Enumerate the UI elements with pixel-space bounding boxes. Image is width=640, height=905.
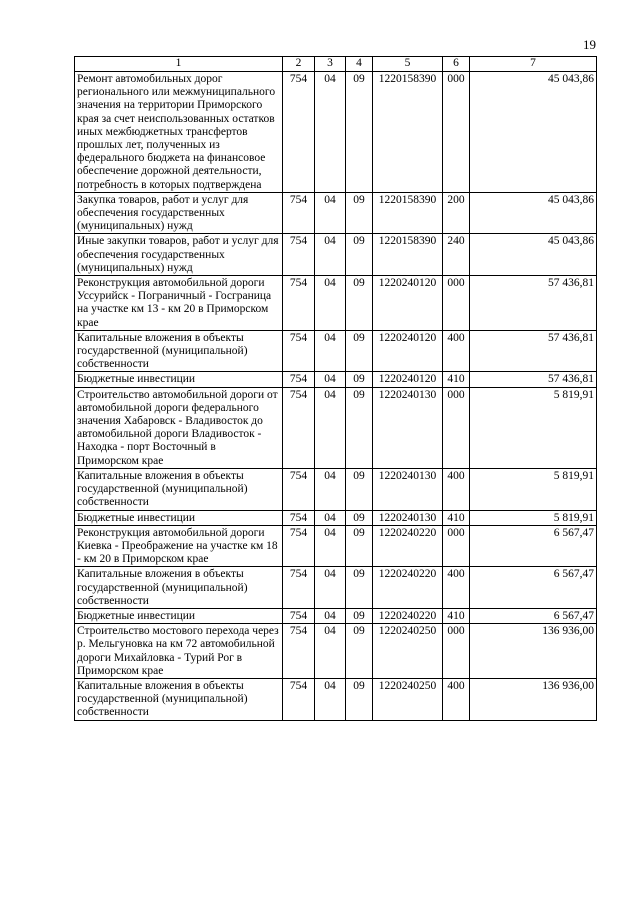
row-subsection-cell: 09 <box>346 387 373 468</box>
row-admin-code-cell: 754 <box>283 567 315 609</box>
row-name-cell: Капитальные вложения в объекты государственной (муниципальной) собственности <box>75 567 283 609</box>
row-expense-type-cell: 400 <box>443 468 470 510</box>
row-target-article-cell: 1220240130 <box>373 468 443 510</box>
row-target-article-cell: 1220240130 <box>373 510 443 525</box>
table-row <box>75 525 597 567</box>
header-cell-1: 1 <box>75 57 283 72</box>
table-row <box>75 276 597 331</box>
row-amount-cell: 5 819,91 <box>470 387 597 468</box>
row-admin-code-cell: 754 <box>283 510 315 525</box>
row-expense-type-cell: 400 <box>443 330 470 372</box>
row-section-cell: 04 <box>315 372 346 387</box>
header-cell-4: 4 <box>346 57 373 72</box>
row-name-cell: Строительство мостового перехода через р. Мельгуновка на км 72 автомобильной дороги Михайловка - Турий Рог в Приморском крае <box>75 624 283 679</box>
page-number: 19 <box>583 37 596 52</box>
row-target-article-cell: 1220158390 <box>373 234 443 276</box>
row-name-cell: Бюджетные инвестиции <box>75 510 283 525</box>
row-admin-code-cell: 754 <box>283 624 315 679</box>
row-expense-type-cell: 000 <box>443 525 470 567</box>
row-amount-cell: 57 436,81 <box>470 372 597 387</box>
row-section-cell: 04 <box>315 525 346 567</box>
row-admin-code-cell: 754 <box>283 468 315 510</box>
row-section-cell: 04 <box>315 624 346 679</box>
row-section-cell: 04 <box>315 678 346 720</box>
row-admin-code-cell: 754 <box>283 72 315 193</box>
row-section-cell: 04 <box>315 567 346 609</box>
row-name-cell: Закупка товаров, работ и услуг для обеспечения государственных (муниципальных) нужд <box>75 192 283 234</box>
header-cell-7: 7 <box>470 57 597 72</box>
row-section-cell: 04 <box>315 387 346 468</box>
row-name-cell: Реконструкция автомобильной дороги Уссурийск - Пограничный - Госграница на участке км 13 - км 20 в Приморском крае <box>75 276 283 331</box>
row-target-article-cell: 1220240220 <box>373 567 443 609</box>
row-amount-cell: 45 043,86 <box>470 72 597 193</box>
row-expense-type-cell: 410 <box>443 510 470 525</box>
row-admin-code-cell: 754 <box>283 276 315 331</box>
row-amount-cell: 45 043,86 <box>470 192 597 234</box>
row-amount-cell: 6 567,47 <box>470 608 597 623</box>
row-subsection-cell: 09 <box>346 330 373 372</box>
row-expense-type-cell: 410 <box>443 608 470 623</box>
row-subsection-cell: 09 <box>346 372 373 387</box>
row-admin-code-cell: 754 <box>283 387 315 468</box>
row-target-article-cell: 1220240120 <box>373 372 443 387</box>
row-section-cell: 04 <box>315 510 346 525</box>
row-expense-type-cell: 000 <box>443 72 470 193</box>
table-row <box>75 330 597 372</box>
header-cell-3: 3 <box>315 57 346 72</box>
row-target-article-cell: 1220240120 <box>373 276 443 331</box>
row-target-article-cell: 1220240120 <box>373 330 443 372</box>
row-amount-cell: 57 436,81 <box>470 330 597 372</box>
row-subsection-cell: 09 <box>346 468 373 510</box>
row-admin-code-cell: 754 <box>283 372 315 387</box>
table-row <box>75 387 597 468</box>
row-admin-code-cell: 754 <box>283 608 315 623</box>
row-expense-type-cell: 000 <box>443 276 470 331</box>
row-name-cell: Иные закупки товаров, работ и услуг для обеспечения государственных (муниципальных) нужд <box>75 234 283 276</box>
row-target-article-cell: 1220158390 <box>373 192 443 234</box>
row-target-article-cell: 1220240220 <box>373 608 443 623</box>
row-amount-cell: 5 819,91 <box>470 510 597 525</box>
row-subsection-cell: 09 <box>346 567 373 609</box>
table-row <box>75 567 597 609</box>
row-subsection-cell: 09 <box>346 525 373 567</box>
row-section-cell: 04 <box>315 234 346 276</box>
row-admin-code-cell: 754 <box>283 525 315 567</box>
row-admin-code-cell: 754 <box>283 234 315 276</box>
table-row <box>75 510 597 525</box>
row-subsection-cell: 09 <box>346 608 373 623</box>
row-section-cell: 04 <box>315 72 346 193</box>
row-admin-code-cell: 754 <box>283 678 315 720</box>
row-section-cell: 04 <box>315 276 346 331</box>
table-row <box>75 234 597 276</box>
row-expense-type-cell: 400 <box>443 678 470 720</box>
row-name-cell: Бюджетные инвестиции <box>75 608 283 623</box>
row-expense-type-cell: 400 <box>443 567 470 609</box>
header-row <box>75 57 597 72</box>
table-row <box>75 608 597 623</box>
table-row <box>75 372 597 387</box>
table-row <box>75 468 597 510</box>
row-amount-cell: 57 436,81 <box>470 276 597 331</box>
row-amount-cell: 136 936,00 <box>470 624 597 679</box>
row-admin-code-cell: 754 <box>283 330 315 372</box>
budget-table <box>74 56 597 721</box>
row-target-article-cell: 1220240250 <box>373 624 443 679</box>
table-row <box>75 624 597 679</box>
row-target-article-cell: 1220158390 <box>373 72 443 193</box>
row-subsection-cell: 09 <box>346 624 373 679</box>
row-subsection-cell: 09 <box>346 678 373 720</box>
row-section-cell: 04 <box>315 330 346 372</box>
row-subsection-cell: 09 <box>346 276 373 331</box>
row-section-cell: 04 <box>315 192 346 234</box>
row-target-article-cell: 1220240220 <box>373 525 443 567</box>
row-subsection-cell: 09 <box>346 510 373 525</box>
row-name-cell: Строительство автомобильной дороги от автомобильной дороги федерального значения Хабаровск - Владивосток до автомобильной дороги Владивосток - Находка - порт Восточный в Приморском крае <box>75 387 283 468</box>
row-name-cell: Ремонт автомобильных дорог регионального или межмуниципального значения на территории Приморского края за счет неиспользованных остатков иных межбюджетных трансфертов прошлых лет, полученных из федерального бюджета на финансовое обеспечение дорожной деятельности, потребность в которых подтверждена <box>75 72 283 193</box>
table-row <box>75 72 597 193</box>
row-amount-cell: 136 936,00 <box>470 678 597 720</box>
row-subsection-cell: 09 <box>346 234 373 276</box>
row-amount-cell: 6 567,47 <box>470 525 597 567</box>
table-row <box>75 678 597 720</box>
row-name-cell: Реконструкция автомобильной дороги Киевка - Преображение на участке км 18 - км 20 в Приморском крае <box>75 525 283 567</box>
row-expense-type-cell: 240 <box>443 234 470 276</box>
row-expense-type-cell: 200 <box>443 192 470 234</box>
row-target-article-cell: 1220240250 <box>373 678 443 720</box>
row-section-cell: 04 <box>315 468 346 510</box>
row-expense-type-cell: 000 <box>443 624 470 679</box>
row-admin-code-cell: 754 <box>283 192 315 234</box>
row-name-cell: Капитальные вложения в объекты государственной (муниципальной) собственности <box>75 678 283 720</box>
row-amount-cell: 6 567,47 <box>470 567 597 609</box>
row-section-cell: 04 <box>315 608 346 623</box>
header-cell-6: 6 <box>443 57 470 72</box>
row-name-cell: Бюджетные инвестиции <box>75 372 283 387</box>
table-row <box>75 192 597 234</box>
row-subsection-cell: 09 <box>346 72 373 193</box>
row-target-article-cell: 1220240130 <box>373 387 443 468</box>
row-expense-type-cell: 000 <box>443 387 470 468</box>
row-name-cell: Капитальные вложения в объекты государственной (муниципальной) собственности <box>75 468 283 510</box>
row-name-cell: Капитальные вложения в объекты государственной (муниципальной) собственности <box>75 330 283 372</box>
row-subsection-cell: 09 <box>346 192 373 234</box>
header-cell-2: 2 <box>283 57 315 72</box>
row-expense-type-cell: 410 <box>443 372 470 387</box>
row-amount-cell: 5 819,91 <box>470 468 597 510</box>
row-amount-cell: 45 043,86 <box>470 234 597 276</box>
table-body <box>75 72 597 721</box>
header-cell-5: 5 <box>373 57 443 72</box>
